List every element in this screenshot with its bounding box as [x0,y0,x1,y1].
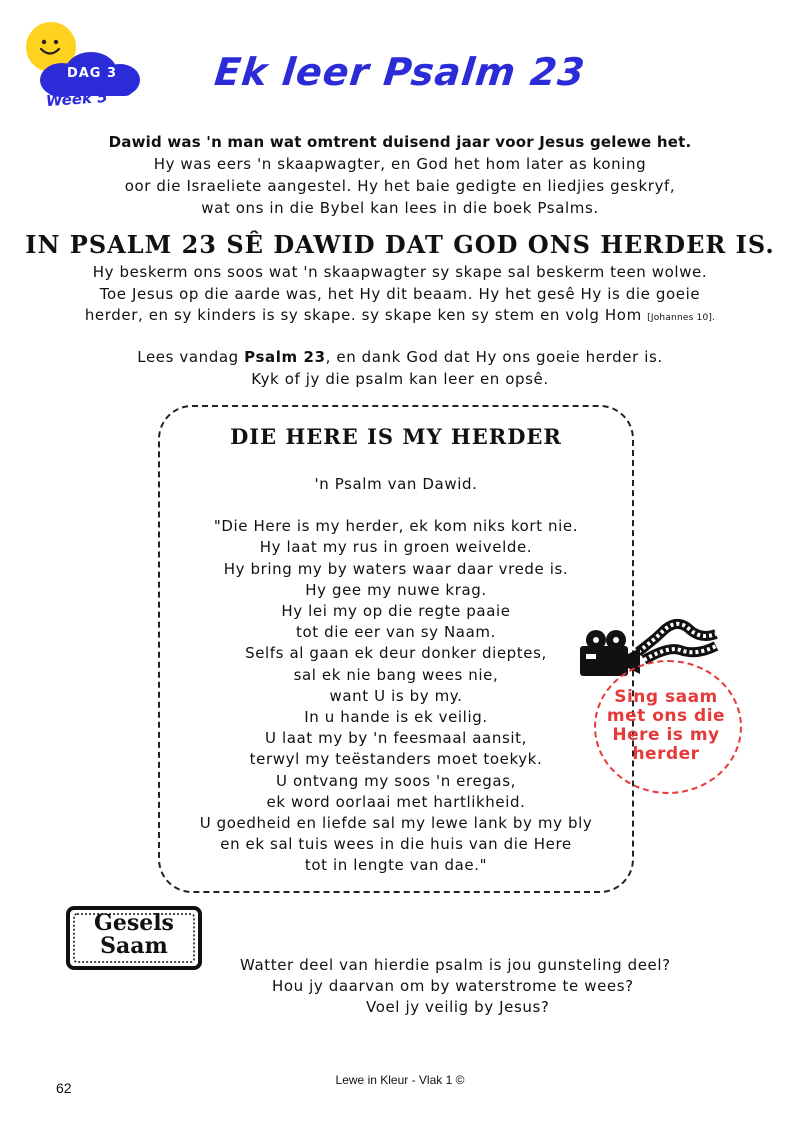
section-line: herder, en sy kinders is sy skape. sy skape ken sy stem en volg Hom [84,306,642,324]
psalm-line: U laat my by 'n feesmaal aansit, [265,729,527,748]
gesels-saam-label [68,912,200,958]
psalm-line: tot in lengte van dae." [304,856,488,875]
intro-lead: Dawid was 'n man wat omtrent duisend jaar voor Jesus gelewe het. [108,133,692,151]
psalm-line: terwyl my teëstanders moet toekyk. [249,750,543,769]
scripture-reference: [Johannes 10]. [647,313,716,323]
read-post: , en dank God dat Hy ons goeie herder is. [325,348,663,366]
psalm-line: want U is by my. [329,686,463,705]
gesels-line: Gesels [94,910,174,936]
section-line: Toe Jesus op die aarde was, het Hy dit beaam. Hy het gesê Hy is die goeie [99,285,701,303]
footer: Lewe in Kleur - Vlak 1 © [335,1073,465,1087]
read-pre: Lees vandag [137,348,245,366]
read-instruction [0,346,800,368]
gesels-line: Saam [100,933,168,959]
week-label: Week 5 [45,87,109,111]
psalm-line: sal ek nie bang wees nie, [293,665,499,684]
sing-line: Sing saam [614,687,718,707]
page-number: 62 [56,1080,72,1096]
page-title: Ek leer Psalm 23 [212,50,588,94]
read-instruction-line: Kyk of jy die psalm kan leer en opsê. [251,370,549,388]
psalm-line: Hy bring my by waters waar daar vrede is. [223,559,569,578]
psalm-line: Selfs al gaan ek deur donker dieptes, [245,644,547,663]
question: Voel jy veilig by Jesus? [366,998,550,1016]
psalm-line: "Die Here is my herder, ek kom niks kort nie. [213,517,579,536]
question: Watter deel van hierdie psalm is jou gunsteling deel? [240,956,671,974]
sing-line: met ons die [606,706,726,726]
intro-line: wat ons in die Bybel kan lees in die boek Psalms. [201,199,599,217]
psalm-line: U ontvang my soos 'n eregas, [276,771,516,790]
psalm-line: en ek sal tuis wees in die huis van die Here [220,835,572,854]
section-line-with-ref [0,304,800,329]
psalm-line: In u hande is ek veilig. [304,708,488,727]
section-line: Hy beskerm ons soos wat 'n skaapwagter sy skape sal beskerm teen wolwe. [92,263,708,281]
intro-line: oor die Israeliete aangestel. Hy het baie gedigte en liedjies geskryf, [124,177,676,195]
psalm-subtitle: 'n Psalm van Dawid. [314,475,478,493]
day-label: DAG 3 [66,66,118,81]
section-heading: IN PSALM 23 SÊ DAWID DAT GOD ONS HERDER IS. [25,230,775,259]
psalm-line: U goedheid en liefde sal my lewe lank by my bly [199,814,593,833]
psalm-line: ek word oorlaai met hartlikheid. [266,792,526,811]
sing-along-label[interactable] [594,688,738,764]
psalm-heading: DIE HERE IS MY HERDER [230,424,562,449]
intro-line: Hy was eers 'n skaapwagter, en God het hom later as koning [153,155,647,173]
read-psalm-ref: Psalm 23 [244,348,326,366]
psalm-line: tot die eer van sy Naam. [296,623,496,642]
sing-line: herder [632,744,700,764]
psalm-line: Hy laat my rus in groen weivelde. [259,538,533,557]
psalm-text [158,474,634,877]
question: Hou jy daarvan om by waterstrome te wees? [272,977,634,995]
psalm-line: Hy lei my op die regte paaie [281,602,511,621]
sing-line: Here is my [612,725,720,745]
psalm-line: Hy gee my nuwe krag. [305,580,487,599]
